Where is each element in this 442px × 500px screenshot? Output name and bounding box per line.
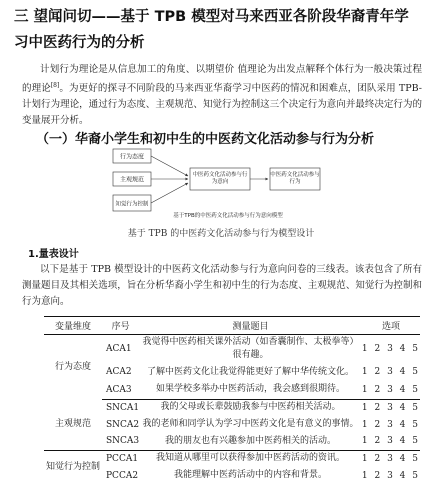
code-cell: PCCA2 [106, 470, 139, 481]
code-cell: ACA1 [106, 344, 132, 354]
intro-text-part2: 。为更好的探寻不同阶段的马来西亚华裔学习中医药的情况和困难点，团队采用 TPB-计划行为理论，通过行为态度、主观规范、知觉行为控制这三个决定行为意向并最终决定行为的变量展开分析。 [22, 83, 422, 127]
arrow-attitude [151, 156, 188, 176]
input-label-control: 知觉行为控制 [115, 201, 149, 208]
item-cell: 如果学校多举办中医药活动，我会感到很期待。 [139, 381, 362, 399]
dimension-cell: 知觉行为控制 [45, 462, 100, 473]
dimension-cell: 行为态度 [54, 362, 91, 372]
input-box-attitude [113, 149, 151, 163]
options-cell: 1 2 3 4 5 [361, 419, 420, 430]
diagram-inner-caption: 基于TPB的中医药文化活动参与行为意向模型 [173, 213, 283, 219]
item-cell: 我的老师和同学认为学习中医药文化是有意义的事情。 [142, 419, 359, 429]
intro-paragraph [22, 62, 422, 129]
item-cell: 了解中医药文化让我觉得能更好了解中华传统文化。 [147, 366, 355, 377]
section-title-line2: 习中医药行为的分析 [14, 35, 145, 51]
item-cell: 我的朋友也有兴趣参加中医药相关的活动。 [139, 433, 362, 450]
figure-caption: 基于 TPB 的中医药文化活动参与行为模型设计 [127, 229, 315, 239]
code-cell: ACA3 [102, 381, 139, 399]
code-cell: SNCA3 [102, 433, 139, 450]
options-cell: 1 2 3 4 5 [362, 381, 420, 399]
input-label-attitude: 行为态度 [119, 153, 145, 161]
header-item: 测量题目 [139, 317, 362, 335]
item-cell: 我的父母或长辈鼓励我参与中医药相关活动。 [160, 402, 341, 413]
input-label-norm: 主观规范 [119, 176, 145, 184]
options-cell: 1 2 3 4 5 [362, 433, 420, 450]
input-box-control [113, 195, 151, 211]
item-cell: 我能理解中医药活动中的内容和背景。 [174, 470, 328, 480]
options-cell: 1 2 3 4 5 [361, 470, 420, 481]
table-header-row [44, 317, 420, 335]
code-cell: ACA2 [106, 367, 132, 377]
options-cell: 1 2 3 4 5 [361, 453, 420, 464]
dimension-cell: 主观规范 [44, 399, 102, 450]
section1-title: 1.量表设计 [28, 249, 79, 260]
tpb-model-diagram [110, 146, 340, 221]
arrow-control [151, 183, 188, 203]
behavior-box [270, 168, 320, 190]
section-title-line1: 三 望闻问切——基于 TPB 模型对马来西亚各阶段华裔青年学 [14, 9, 409, 25]
section-title [14, 4, 430, 56]
citation: [8] [50, 82, 60, 89]
section1-paragraph: 以下是基于 TPB 模型设计的中医药文化活动参与行为意向问卷的三线表。该表包含了所有测量题目及其相关选项，旨在分析华裔小学生和初中生的行为态度、主观规范、知觉行为控制和行为意向。 [22, 264, 422, 307]
code-cell: SNCA2 [106, 419, 140, 430]
table-row [44, 399, 420, 416]
code-cell: PCCA1 [106, 453, 139, 464]
input-box-norm [113, 172, 151, 186]
table-row [44, 450, 420, 467]
code-cell: SNCA1 [106, 402, 140, 413]
item-cell: 我觉得中医药相关课外活动（如香囊制作、太极拳等）很有趣。 [142, 337, 359, 360]
item-cell: 我知道从哪里可以获得参加中医药活动的资讯。 [156, 453, 346, 464]
header-options: 选项 [362, 317, 420, 335]
behavior-label: 中医药文化活动参与行为 [270, 172, 320, 185]
table-row [44, 335, 420, 364]
options-cell: 1 2 3 4 5 [361, 344, 420, 354]
options-cell: 1 2 3 4 5 [361, 367, 420, 377]
options-cell: 1 2 3 4 5 [361, 402, 420, 413]
intro-text-part1: 计划行为理论是从信息加工的角度、以期望价 值理论为出发点解释个体行为一般决策过程的理论 [22, 64, 422, 95]
subheading: （一）华裔小学生和初中生的中医药文化活动参与行为分析 [36, 132, 375, 147]
intention-box [190, 168, 250, 190]
intention-label: 中医药文化活动参与行为意向 [192, 172, 248, 185]
header-dimension: 变量维度 [44, 317, 102, 335]
survey-table [44, 316, 420, 484]
header-code: 序号 [102, 317, 139, 335]
